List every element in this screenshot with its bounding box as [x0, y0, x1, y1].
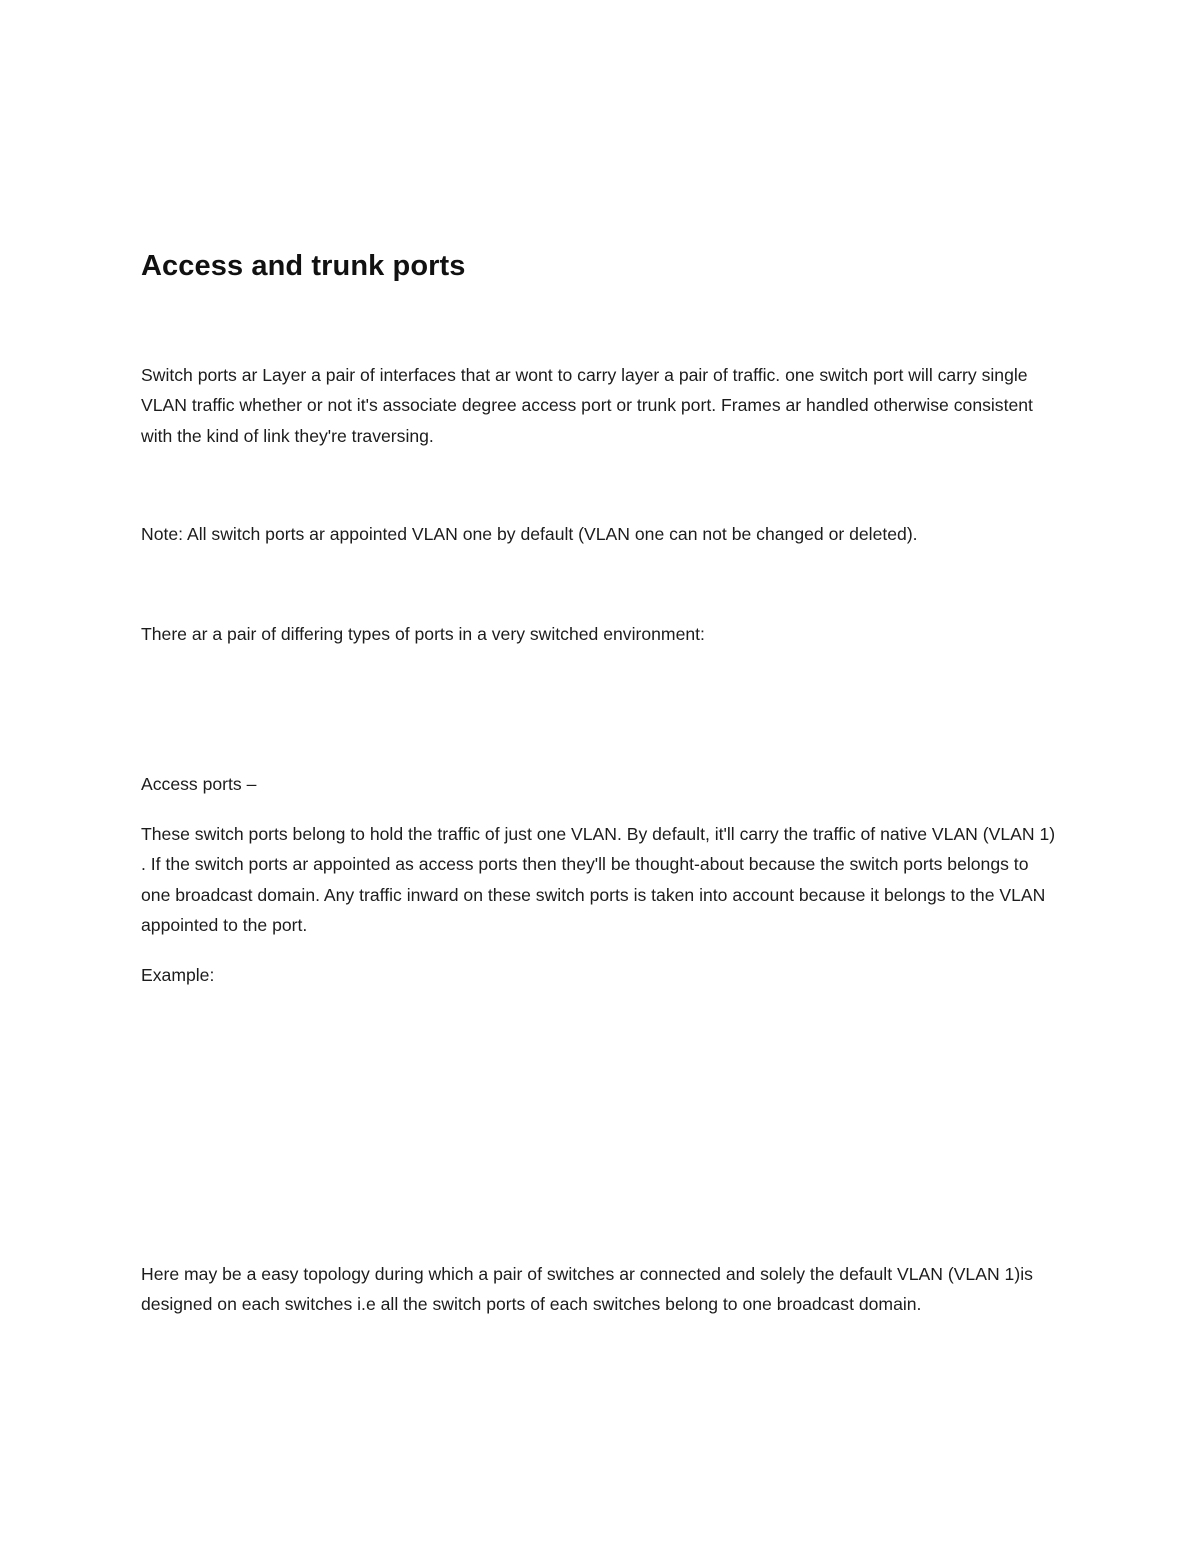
example-label: Example: [141, 965, 215, 985]
note-paragraph: Note: All switch ports ar appointed VLAN one by default (VLAN one can not be changed or deleted). [141, 524, 918, 544]
document-title: Access and trunk ports [141, 250, 466, 282]
intro-paragraph: Switch ports ar Layer a pair of interfaces that ar wont to carry layer a pair of traffic. one switch port will carry single VLAN traffic whether or not it's associate degree access port or trunk port. Frames ar handled otherwise consistent with the kind of link they're traversing. [141, 365, 1033, 446]
access-ports-paragraph: These switch ports belong to hold the traffic of just one VLAN. By default, it'll carry the traffic of native VLAN (VLAN 1) . If the switch ports ar appointed as access ports then they'll be thought-about because the switch ports belongs to one broadcast domain. Any traffic inward on these switch ports is taken into account because it belongs to the VLAN appointed to the port. [141, 824, 1056, 935]
topology-paragraph: Here may be a easy topology during which a pair of switches ar connected and solely the default VLAN (VLAN 1)is designed on each switches i.e all the switch ports of each switches belong to one broadcast domain. [141, 1264, 1033, 1315]
access-ports-heading: Access ports – [141, 774, 257, 794]
port-types-paragraph: There ar a pair of differing types of ports in a very switched environment: [141, 624, 705, 644]
